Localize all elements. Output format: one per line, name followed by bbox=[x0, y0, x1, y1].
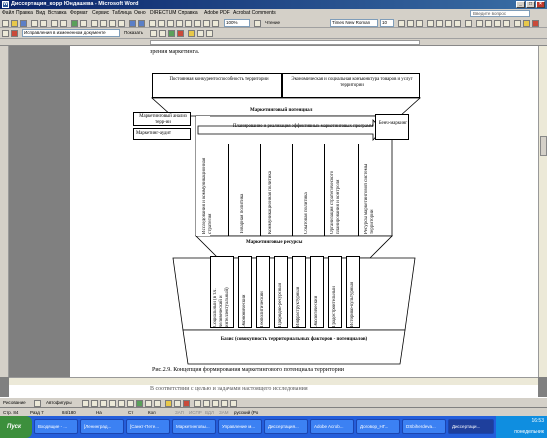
show-dropdown[interactable]: Показать bbox=[124, 30, 144, 35]
document-map-icon[interactable] bbox=[203, 20, 210, 27]
status-language: русский (Ро bbox=[234, 410, 259, 415]
menu-adobe-pdf[interactable]: Adobe PDF bbox=[204, 10, 230, 16]
align-right-icon[interactable] bbox=[445, 20, 452, 27]
resource-urban: Градостроительный bbox=[328, 256, 342, 328]
dash-style-icon[interactable] bbox=[203, 400, 210, 407]
task-contract[interactable]: Договор_НГ... bbox=[356, 419, 400, 434]
arrow-style-icon[interactable] bbox=[212, 400, 219, 407]
fill-color-icon[interactable] bbox=[165, 400, 172, 407]
column-communication: Коммуникационная политика bbox=[268, 171, 273, 234]
resource-economic: Экономический bbox=[238, 256, 252, 328]
menu-file[interactable]: Файл bbox=[2, 10, 15, 16]
prev-change-icon[interactable] bbox=[150, 30, 157, 37]
font-select[interactable]: Times New Roman bbox=[330, 19, 378, 27]
textbox-tool-icon[interactable] bbox=[118, 400, 125, 407]
draw-font-color-icon[interactable] bbox=[183, 400, 190, 407]
menu-tools[interactable]: Сервис bbox=[92, 10, 110, 16]
reviewing-toolbar bbox=[0, 28, 547, 39]
figure-caption: Рис.2.9. Концепция формирования маркетингового потенциала территории bbox=[152, 367, 344, 373]
intro-text: зрения маркетинга. bbox=[150, 49, 200, 55]
menu-bar bbox=[0, 9, 547, 18]
help-icon[interactable] bbox=[254, 20, 261, 27]
task-dissertation-active[interactable]: Диссертаци... bbox=[448, 419, 494, 434]
undo-icon[interactable] bbox=[129, 20, 136, 27]
maximize-button[interactable]: □ bbox=[526, 1, 535, 8]
3d-style-icon[interactable] bbox=[230, 400, 237, 407]
status-trk[interactable]: ИСПР bbox=[189, 410, 202, 415]
resource-infrastructure: Инфраструктурный bbox=[292, 256, 306, 328]
analysis-text: Маркетинговый анализ терр-ии bbox=[139, 114, 187, 125]
benchmarking-box bbox=[375, 114, 409, 140]
status-pages: 84/180 bbox=[62, 410, 76, 415]
read-mode-button[interactable]: Чтение bbox=[265, 20, 281, 25]
menu-help[interactable]: Справка bbox=[178, 10, 198, 16]
standard-toolbar bbox=[0, 18, 547, 28]
arrow-tool-icon[interactable] bbox=[91, 400, 98, 407]
line-color-icon[interactable] bbox=[174, 400, 181, 407]
copy-icon[interactable] bbox=[100, 20, 107, 27]
column-sales: Сбытовая политика bbox=[304, 192, 309, 234]
resource-ecological: Экологический bbox=[310, 256, 324, 328]
menu-acrobat-comments[interactable]: Acrobat Comments bbox=[233, 10, 276, 16]
menu-window[interactable]: Окно bbox=[134, 10, 146, 16]
task-marketing[interactable]: Маркетинговы... bbox=[172, 419, 216, 434]
reject-change-icon[interactable] bbox=[177, 30, 184, 37]
tables-borders-icon[interactable] bbox=[158, 20, 165, 27]
base-text: Базис (совокупность территориальных факторов - потенциалов) bbox=[220, 337, 368, 342]
numbering-icon[interactable] bbox=[476, 20, 483, 27]
outside-border-icon[interactable] bbox=[514, 20, 521, 27]
pdf-convert-icon[interactable] bbox=[2, 30, 9, 37]
italic-icon[interactable] bbox=[407, 20, 414, 27]
status-bar bbox=[0, 407, 547, 416]
system-tray bbox=[496, 416, 547, 438]
word-app-icon[interactable]: W bbox=[3, 1, 8, 7]
planning-arrow-text: Планирование и реализация эффективных маркетинговых программ bbox=[232, 124, 374, 129]
task-spb[interactable]: [Санкт-Пете... bbox=[126, 419, 170, 434]
research-icon[interactable] bbox=[80, 20, 87, 27]
task-adobe-acrobat[interactable]: Adobe Acrob... bbox=[310, 419, 354, 434]
resource-natural: Природно-ресурсный bbox=[274, 256, 288, 328]
potential-title: Маркетинговый потенциал bbox=[250, 108, 313, 113]
benchmarking-text: Бенч-маркинг bbox=[378, 121, 408, 126]
column-strategic: Организация стратегического планирования и контроля bbox=[330, 170, 341, 234]
task-inbox[interactable]: Входящие - ... bbox=[34, 419, 78, 434]
close-button[interactable]: × bbox=[536, 1, 545, 8]
font-color-icon[interactable] bbox=[532, 20, 539, 27]
underline-icon[interactable] bbox=[416, 20, 423, 27]
wordart-icon[interactable] bbox=[127, 400, 134, 407]
start-button[interactable]: Пуск bbox=[0, 416, 32, 438]
title-bar bbox=[0, 0, 547, 9]
audit-box bbox=[133, 128, 191, 140]
drawing-icon[interactable] bbox=[194, 20, 201, 27]
next-line-text: В соответствии с целью и задачами настоящего исследования bbox=[150, 386, 308, 392]
paste-icon[interactable] bbox=[109, 20, 116, 27]
insert-excel-icon[interactable] bbox=[176, 20, 183, 27]
analysis-box bbox=[133, 112, 191, 126]
line-spacing-icon[interactable] bbox=[465, 20, 472, 27]
taskbar bbox=[0, 416, 547, 438]
task-management[interactable]: Управление м... bbox=[218, 419, 262, 434]
clock-time[interactable]: 16:53 bbox=[531, 418, 544, 424]
bullets-icon[interactable] bbox=[485, 20, 492, 27]
horizontal-scrollbar[interactable] bbox=[9, 377, 538, 385]
column-research: Исследования и коммуникационная стратегия bbox=[202, 157, 213, 234]
spelling-icon[interactable] bbox=[71, 20, 78, 27]
resource-historical: Историко-культурный bbox=[346, 256, 360, 328]
document-page[interactable] bbox=[70, 46, 540, 377]
drawing-menu[interactable]: Рисование bbox=[3, 400, 26, 405]
resource-social: Социальный (в т.ч. человеческий и интеллектуальный) bbox=[210, 256, 234, 328]
picture-icon[interactable] bbox=[154, 400, 161, 407]
bold-icon[interactable] bbox=[398, 20, 405, 27]
horizontal-ruler[interactable] bbox=[0, 39, 547, 46]
diagram-icon[interactable] bbox=[136, 400, 143, 407]
save-icon[interactable] bbox=[20, 20, 27, 27]
line-style-icon[interactable] bbox=[194, 400, 201, 407]
print-icon[interactable] bbox=[51, 20, 58, 27]
clipart-icon[interactable] bbox=[145, 400, 152, 407]
task-dissertation[interactable]: Диссертация... bbox=[264, 419, 308, 434]
status-line: Ст bbox=[128, 410, 134, 415]
status-page: Стр. 84 bbox=[3, 410, 19, 415]
menu-edit[interactable]: Правка bbox=[16, 10, 33, 16]
permission-icon[interactable] bbox=[31, 20, 38, 27]
menu-directum[interactable]: DIRECTUM bbox=[150, 10, 177, 16]
autoshapes-menu[interactable]: Автофигуры bbox=[46, 400, 72, 405]
align-center-icon[interactable] bbox=[436, 20, 443, 27]
vertical-scrollbar[interactable] bbox=[538, 46, 547, 377]
drawing-toolbar bbox=[0, 397, 547, 407]
track-changes-icon[interactable] bbox=[197, 30, 204, 37]
open-folder-icon[interactable] bbox=[11, 20, 18, 27]
new-comment-icon[interactable] bbox=[188, 30, 195, 37]
top-right-text: Экономическая и социальная конъюнктура товаров и услуг территории bbox=[291, 77, 413, 88]
program-columns bbox=[196, 144, 392, 236]
clock-day: понедельник bbox=[514, 429, 544, 435]
cut-icon[interactable] bbox=[91, 20, 98, 27]
accept-change-icon[interactable] bbox=[168, 30, 175, 37]
menu-view[interactable]: Вид bbox=[36, 10, 46, 16]
format-painter-icon[interactable] bbox=[118, 20, 125, 27]
decrease-indent-icon[interactable] bbox=[494, 20, 501, 27]
minimize-button[interactable]: _ bbox=[516, 1, 525, 8]
menu-table[interactable]: Таблица bbox=[112, 10, 132, 16]
menu-format[interactable]: Формат bbox=[70, 10, 88, 16]
redo-icon[interactable] bbox=[138, 20, 145, 27]
zoom-select[interactable]: 100% bbox=[224, 19, 250, 27]
status-section: Разд 7 bbox=[30, 410, 44, 415]
oval-tool-icon[interactable] bbox=[109, 400, 116, 407]
tracking-mode-select[interactable]: Исправления в измененном документе bbox=[22, 29, 120, 37]
task-leningrad[interactable]: [Ленинград... bbox=[80, 419, 124, 434]
email-icon[interactable] bbox=[40, 20, 47, 27]
menu-insert[interactable]: Вставка bbox=[48, 10, 67, 16]
vertical-ruler[interactable] bbox=[0, 46, 9, 377]
align-left-icon[interactable] bbox=[427, 20, 434, 27]
font-size-select[interactable]: 10 bbox=[380, 19, 394, 27]
pdf-icon[interactable] bbox=[11, 30, 18, 37]
shadow-style-icon[interactable] bbox=[221, 400, 228, 407]
rectangle-tool-icon[interactable] bbox=[100, 400, 107, 407]
print-preview-icon[interactable] bbox=[60, 20, 67, 27]
justify-icon[interactable] bbox=[454, 20, 461, 27]
select-objects-icon[interactable] bbox=[34, 400, 41, 407]
new-doc-icon[interactable] bbox=[2, 20, 9, 27]
audit-text: Маркетинг-аудит bbox=[136, 131, 172, 136]
reviewing-pane-icon[interactable] bbox=[206, 30, 213, 37]
column-product: Товарная политика bbox=[240, 193, 245, 234]
resource-geopolitical: Геополитический bbox=[256, 256, 270, 328]
next-change-icon[interactable] bbox=[159, 30, 166, 37]
highlight-icon[interactable] bbox=[523, 20, 530, 27]
page-bottom-strip bbox=[9, 385, 538, 397]
columns-icon[interactable] bbox=[185, 20, 192, 27]
status-rec[interactable]: ЗАП bbox=[175, 410, 184, 415]
top-left-text: Постоянная конкурентоспособность территории bbox=[169, 77, 269, 82]
hyperlink-icon[interactable] bbox=[149, 20, 156, 27]
window-title: Диссертация_корр Юндашева - Microsoft Word bbox=[11, 1, 139, 7]
show-hide-icon[interactable] bbox=[212, 20, 219, 27]
resources-title: Маркетинговые ресурсы bbox=[246, 240, 303, 245]
task-dsbiherdeva[interactable]: DSbiherdeva... bbox=[402, 419, 446, 434]
status-col: Кол bbox=[148, 410, 156, 415]
status-ext[interactable]: ВДЛ bbox=[205, 410, 214, 415]
line-tool-icon[interactable] bbox=[82, 400, 89, 407]
increase-indent-icon[interactable] bbox=[503, 20, 510, 27]
help-search-input[interactable]: Введите вопрос bbox=[470, 10, 530, 17]
status-ovr[interactable]: ЗАМ bbox=[219, 410, 229, 415]
status-position: На bbox=[96, 410, 102, 415]
insert-table-icon[interactable] bbox=[167, 20, 174, 27]
column-resources: Ресурсы маркетинговой системы территории bbox=[364, 163, 375, 234]
